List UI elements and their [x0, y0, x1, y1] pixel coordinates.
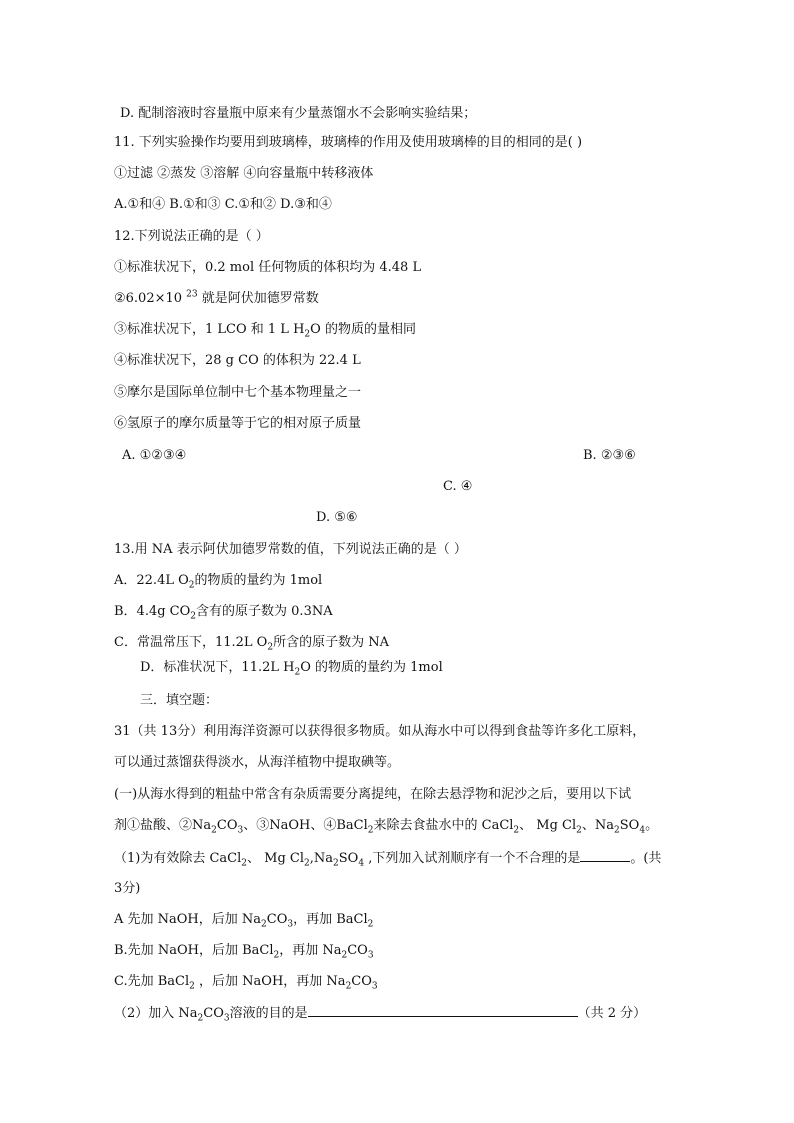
text-part: B．4.4g CO — [114, 604, 191, 619]
subscript: 2 — [367, 919, 374, 930]
subscript: 2 — [294, 667, 301, 678]
text-part: 溶液的目的是 — [229, 1006, 308, 1021]
text-part: 含有的原子数为 0.3NA — [196, 604, 333, 619]
subscript: 2 — [513, 825, 520, 836]
text-part: 。 — [645, 818, 659, 833]
question-31-intro-line-1: 31（共 13分）利用海洋资源可以获得很多物质。如从海水中可以得到食盐等许多化工原料， — [114, 724, 646, 739]
text-part: 、③NaOH、④BaCl — [243, 818, 368, 833]
question-13-option-c — [114, 634, 389, 652]
subscript: 2 — [304, 858, 310, 869]
exponent: 23 — [186, 289, 198, 300]
subscript: 2 — [576, 825, 582, 836]
subscript: 4 — [358, 858, 365, 869]
text-part: CO — [203, 1006, 224, 1021]
subscript: 3 — [367, 950, 374, 961]
question-12-statement-4: ④标准状况下，28 g CO 的体积为 22.4 L — [114, 353, 361, 368]
question-12-option-c: C. ④ — [443, 479, 473, 494]
subscript: 2 — [367, 825, 374, 836]
text-part: ,下列加入试剂顺序有一个不合理的是 — [364, 851, 581, 866]
subscript: 2 — [211, 825, 217, 836]
question-31-subquestion-1 — [114, 849, 661, 868]
text-part: （2）加入 Na — [114, 1006, 198, 1021]
question-31-intro-line-2: 可以通过蒸馏获得淡水，从海洋植物中提取碘等。 — [114, 755, 401, 770]
question-12-statement-2 — [114, 290, 319, 308]
subscript: 2 — [189, 981, 195, 992]
question-12-option-a: A. ①②③④ — [122, 448, 187, 463]
question-12-statement-1: ①标准状况下，0.2 mol 任何物质的体积均为 4.48 L — [114, 260, 422, 275]
question-31-option-c — [114, 973, 378, 991]
question-13-option-d — [140, 659, 443, 677]
text-part: CO — [266, 912, 288, 927]
text-part: B.先加 NaOH，后加 BaCl — [114, 943, 274, 958]
subscript: 2 — [267, 642, 274, 653]
question-12-statement-5: ⑤摩尔是国际单位制中七个基本物理量之一 — [114, 385, 362, 400]
question-11-options: A.①和④ B.①和③ C.①和② D.③和④ — [114, 197, 332, 212]
question-31-part-1-line-2 — [114, 817, 658, 835]
question-31-option-a — [114, 911, 373, 929]
subscript: 3 — [287, 919, 294, 930]
text-part: （1)为有效除去 CaCl — [114, 851, 242, 866]
answer-blank[interactable] — [308, 1004, 578, 1017]
subscript: 2 — [261, 919, 267, 930]
section-heading: 三．填空题： — [140, 693, 219, 708]
text-part: 。(共 — [630, 851, 662, 866]
text-part: D．标准状况下，11.2L H — [140, 660, 295, 675]
text-part: ，再加 BaCl — [293, 912, 368, 927]
text-part: （共 2 分） — [577, 1006, 647, 1021]
text-part: A 先加 NaOH，后加 Na — [114, 912, 262, 927]
text-part: CO — [351, 974, 372, 989]
text-part: O 的物质的量约为 1mol — [300, 660, 443, 675]
question-13-stem: 13.用 NA 表示阿伏加德罗常数的值，下列说法正确的是（ ） — [114, 542, 467, 557]
question-31-option-b — [114, 942, 374, 960]
option-d-previous: D. 配制溶液时容量瓶中原来有少量蒸馏水不会影响实验结果； — [120, 106, 477, 121]
text-part: 、Na — [581, 818, 615, 833]
text-part: ，再加 Na — [279, 943, 342, 958]
question-31-subquestion-1-score: 3分) — [114, 881, 141, 896]
text-part: C.先加 BaCl — [114, 974, 190, 989]
subscript: 2 — [341, 950, 348, 961]
subscript: 3 — [237, 825, 244, 836]
question-31-subquestion-2 — [114, 1004, 646, 1023]
subscript: 2 — [614, 825, 620, 836]
question-11-items: ①过滤 ②蒸发 ③溶解 ④向容量瓶中转移液体 — [114, 166, 374, 181]
question-13-option-b — [114, 603, 333, 621]
subscript: 3 — [223, 1013, 230, 1024]
subscript: 2 — [190, 611, 197, 622]
text-part: 、 Mg Cl — [519, 818, 577, 833]
subscript: 2 — [197, 1013, 204, 1024]
text-part: 的物质的量约为 1mol — [194, 573, 323, 588]
text-part: A．22.4L O — [114, 573, 189, 588]
text-part: SO — [338, 851, 359, 866]
text-part: SO — [619, 818, 640, 833]
question-31-part-1-line-1: (一)从海水得到的粗盐中常含有杂质需要分离提纯，在除去悬浮物和泥沙之后，要用以下试 — [114, 787, 632, 802]
question-12-option-d: D. ⑤⑥ — [316, 510, 358, 525]
subscript: 4 — [639, 825, 646, 836]
statement-2-part: 就是阿伏加德罗常数 — [197, 291, 319, 306]
text-part: CO — [347, 943, 368, 958]
text-part: ，后加 NaOH，再加 Na — [194, 974, 346, 989]
text-part: ,Na — [309, 851, 334, 866]
question-11-stem: 11. 下列实验操作均要用到玻璃棒，玻璃棒的作用及使用玻璃棒的目的相同的是( ) — [114, 135, 583, 150]
question-12-option-b: B. ②③⑥ — [583, 448, 636, 463]
question-12-statement-3: ③标准状况下，1 LCO 和 1 L $H_2O$ 的物质的量相同 — [114, 322, 416, 340]
statement-2-part: ②6.02×10 — [114, 291, 187, 306]
subscript: 2 — [333, 858, 339, 869]
question-12-stem: 12.下列说法正确的是（ ） — [114, 229, 269, 244]
text-part: 、 Mg Cl — [247, 851, 305, 866]
question-12-statement-6: ⑥氢原子的摩尔质量等于它的相对原子质量 — [114, 416, 362, 431]
text-part: 剂①盐酸、②Na — [114, 818, 212, 833]
subscript: 2 — [273, 950, 280, 961]
subscript: 2 — [188, 580, 195, 591]
text-part: C．常温常压下，11.2L O — [114, 635, 268, 650]
subscript: 3 — [371, 981, 378, 992]
text-part: 所含的原子数为 NA — [273, 635, 389, 650]
text-part: CO — [216, 818, 238, 833]
text-part: 来除去食盐水中的 CaCl — [373, 818, 514, 833]
answer-blank[interactable] — [580, 849, 630, 862]
question-13-option-a — [114, 572, 322, 590]
subscript: 2 — [345, 981, 352, 992]
subscript: 2 — [241, 858, 248, 869]
